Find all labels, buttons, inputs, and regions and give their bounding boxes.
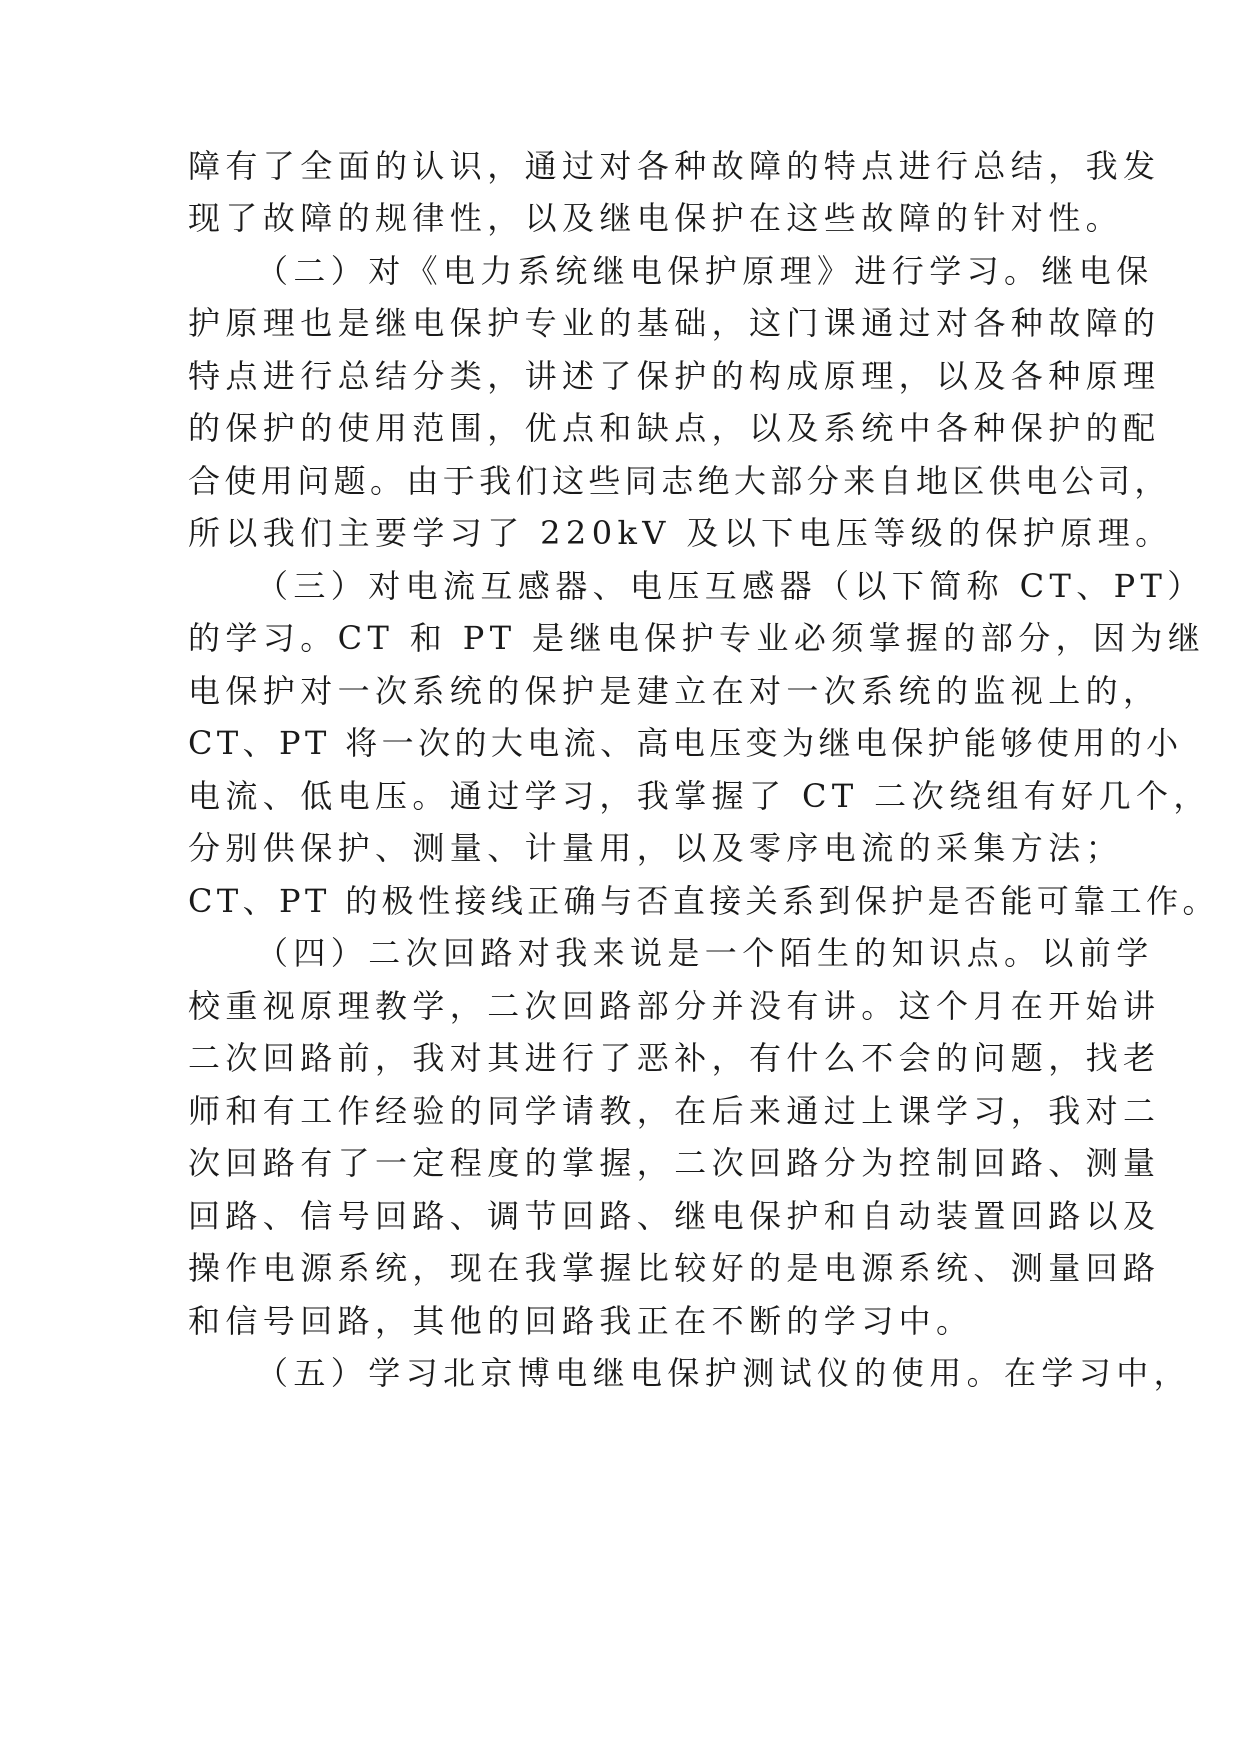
text-line: 师和有工作经验的同学请教，在后来通过上课学习，我对二 bbox=[188, 1092, 1161, 1130]
text-line: 校重视原理教学，二次回路部分并没有讲。这个月在开始讲 bbox=[188, 987, 1161, 1025]
text-line: 和信号回路，其他的回路我正在不断的学习中。 bbox=[188, 1302, 974, 1340]
text-line: 障有了全面的认识，通过对各种故障的特点进行总结，我发 bbox=[188, 147, 1161, 185]
text-line: 电流、低电压。通过学习，我掌握了 CT 二次绕组有好几个， bbox=[188, 777, 1211, 815]
paragraph-start-line: （五）学习北京博电继电保护测试仪的使用。在学习中， bbox=[256, 1354, 1192, 1392]
text-line: 特点进行总结分类，讲述了保护的构成原理，以及各种原理 bbox=[188, 357, 1161, 395]
paragraph-start-line: （二）对《电力系统继电保护原理》进行学习。继电保 bbox=[256, 252, 1154, 290]
text-line: 的学习。CT 和 PT 是继电保护专业必须掌握的部分，因为继 bbox=[188, 619, 1206, 657]
text-line: 二次回路前，我对其进行了恶补，有什么不会的问题，找老 bbox=[188, 1039, 1161, 1077]
text-line: 的保护的使用范围，优点和缺点，以及系统中各种保护的配 bbox=[188, 409, 1161, 447]
text-line: 次回路有了一定程度的掌握，二次回路分为控制回路、测量 bbox=[188, 1144, 1161, 1182]
text-line: 所以我们主要学习了 220kV 及以下电压等级的保护原理。 bbox=[188, 514, 1173, 552]
text-line: 合使用问题。由于我们这些同志绝大部分来自地区供电公司， bbox=[188, 462, 1171, 500]
paragraph-start-line: （四）二次回路对我来说是一个陌生的知识点。以前学 bbox=[256, 934, 1154, 972]
text-line: 分别供保护、测量、计量用，以及零序电流的采集方法； bbox=[188, 829, 1124, 867]
text-line: CT、PT 的极性接线正确与否直接关系到保护是否能可靠工作。 bbox=[188, 882, 1219, 920]
text-line: 现了故障的规律性，以及继电保护在这些故障的针对性。 bbox=[188, 199, 1124, 237]
text-line: 回路、信号回路、调节回路、继电保护和自动装置回路以及 bbox=[188, 1197, 1161, 1235]
text-line: 电保护对一次系统的保护是建立在对一次系统的监视上的， bbox=[188, 672, 1161, 710]
text-line: 护原理也是继电保护专业的基础，这门课通过对各种故障的 bbox=[188, 304, 1161, 342]
paragraph-start-line: （三）对电流互感器、电压互感器（以下简称 CT、PT） bbox=[256, 567, 1205, 605]
text-line: 操作电源系统，现在我掌握比较好的是电源系统、测量回路 bbox=[188, 1249, 1161, 1287]
text-line: CT、PT 将一次的大电流、高电压变为继电保护能够使用的小 bbox=[188, 724, 1183, 762]
